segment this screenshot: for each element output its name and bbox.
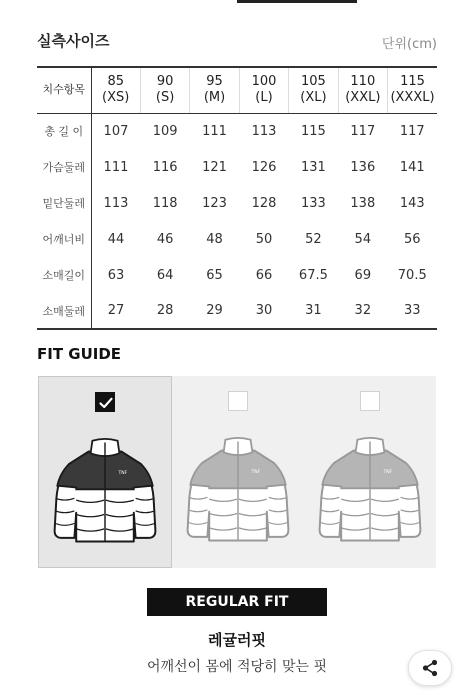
measurement-cell: 141 bbox=[399, 159, 425, 175]
row-label: 밑단둘레 bbox=[37, 185, 91, 221]
measurement-cell: 50 bbox=[255, 231, 273, 247]
size-chart-title: 실측사이즈 bbox=[37, 32, 110, 50]
brand-logo-text: TNF bbox=[383, 470, 393, 475]
measurement-cell: 118 bbox=[152, 195, 178, 211]
measurement-cell: 115 bbox=[300, 123, 326, 139]
measurement-cell: 109 bbox=[152, 123, 178, 139]
size-number: 110 bbox=[350, 74, 376, 90]
size-number: 95 bbox=[206, 74, 223, 90]
selected-fit-label: REGULAR FIT bbox=[147, 588, 327, 616]
fit-checkbox[interactable] bbox=[95, 392, 115, 412]
share-button[interactable] bbox=[408, 650, 452, 686]
selected-fit-description: 어깨선이 몸에 적당히 맞는 핏 bbox=[146, 659, 328, 675]
share-icon bbox=[421, 659, 439, 677]
size-header-cell bbox=[140, 67, 189, 113]
size-chart-header bbox=[37, 30, 437, 52]
measurement-cell: 30 bbox=[255, 303, 273, 318]
size-code: (S) bbox=[155, 90, 175, 106]
size-number: 90 bbox=[156, 74, 174, 90]
size-chart-unit: 단위(cm) bbox=[381, 37, 437, 52]
measurement-cell: 33 bbox=[403, 303, 421, 318]
measurement-cell: 66 bbox=[255, 267, 273, 283]
measurement-cell: 111 bbox=[202, 123, 227, 139]
size-header-cell bbox=[239, 67, 288, 113]
fit-checkbox[interactable] bbox=[360, 391, 380, 411]
size-code: (XS) bbox=[102, 90, 130, 106]
measurement-row-sleeve-length bbox=[37, 257, 437, 293]
measurement-cell: 123 bbox=[202, 195, 227, 211]
brand-logo-text: TNF bbox=[118, 471, 128, 476]
measurement-cell: 136 bbox=[350, 159, 376, 175]
fit-option-loose[interactable] bbox=[172, 376, 304, 568]
measurement-cell: 117 bbox=[350, 123, 376, 139]
row-label: 총 길 이 bbox=[37, 113, 91, 149]
row-label: 소매길이 bbox=[37, 257, 91, 293]
header-label-cell: 치수항목 bbox=[37, 67, 91, 113]
measurement-cell: 64 bbox=[156, 267, 174, 283]
measurement-cell: 29 bbox=[206, 303, 223, 318]
measurement-cell: 128 bbox=[251, 195, 277, 211]
measurement-cell: 126 bbox=[251, 159, 277, 175]
size-number: 85 bbox=[107, 74, 124, 90]
size-code: (XXXL) bbox=[390, 90, 435, 106]
measurement-cell: 44 bbox=[107, 231, 125, 247]
size-code: (XL) bbox=[300, 90, 327, 106]
measurement-cell: 65 bbox=[206, 267, 223, 283]
size-header-cell bbox=[338, 67, 387, 113]
size-code: (M) bbox=[203, 90, 226, 106]
row-label: 가슴둘레 bbox=[37, 149, 91, 185]
size-code: (XXL) bbox=[345, 90, 381, 106]
measurement-cell: 31 bbox=[305, 303, 322, 318]
brand-logo-text: TNF bbox=[251, 470, 261, 475]
fit-guide-panel bbox=[38, 376, 436, 568]
measurement-cell: 28 bbox=[156, 303, 174, 318]
size-number: 115 bbox=[400, 74, 425, 90]
measurement-row-hem bbox=[37, 185, 437, 221]
row-label: 소매둘레 bbox=[37, 293, 91, 329]
measurement-cell: 48 bbox=[206, 231, 223, 247]
measurement-cell: 27 bbox=[107, 303, 125, 318]
top-indicator-bar bbox=[237, 0, 357, 3]
jacket-illustration bbox=[184, 432, 292, 550]
size-number: 100 bbox=[251, 74, 277, 90]
measurement-row-total-length bbox=[37, 113, 437, 149]
measurement-cell: 117 bbox=[399, 123, 425, 139]
fit-guide-title: FIT GUIDE bbox=[37, 345, 122, 363]
size-chart-table bbox=[37, 66, 437, 330]
selected-fit-name: 레귤러핏 bbox=[208, 631, 266, 649]
measurement-cell: 63 bbox=[107, 267, 125, 283]
size-header-cell bbox=[289, 67, 338, 113]
measurement-cell: 111 bbox=[103, 159, 129, 175]
measurement-row-shoulder bbox=[37, 221, 437, 257]
size-header-row bbox=[37, 67, 437, 113]
measurement-cell: 143 bbox=[399, 195, 425, 211]
measurement-cell: 69 bbox=[354, 267, 372, 283]
measurement-cell: 54 bbox=[354, 231, 372, 247]
size-header-cell bbox=[190, 67, 239, 113]
jacket-illustration bbox=[316, 432, 424, 550]
fit-option-oversized[interactable] bbox=[304, 376, 436, 568]
size-header-cell bbox=[91, 67, 140, 113]
size-header-cell bbox=[388, 67, 437, 113]
measurement-cell: 107 bbox=[103, 123, 129, 139]
measurement-cell: 113 bbox=[251, 123, 277, 139]
measurement-cell: 67.5 bbox=[298, 267, 328, 283]
measurement-cell: 46 bbox=[156, 231, 174, 247]
size-number: 105 bbox=[300, 74, 326, 90]
measurement-cell: 32 bbox=[354, 303, 372, 318]
measurement-cell: 113 bbox=[103, 195, 129, 211]
measurement-cell: 56 bbox=[403, 231, 421, 247]
row-label: 어깨너비 bbox=[37, 221, 91, 257]
measurement-cell: 52 bbox=[305, 231, 322, 247]
measurement-cell: 133 bbox=[300, 195, 326, 211]
measurement-cell: 116 bbox=[152, 159, 178, 175]
jacket-illustration bbox=[51, 433, 159, 551]
fit-option-regular[interactable] bbox=[38, 376, 172, 568]
size-code: (L) bbox=[255, 90, 273, 106]
measurement-cell: 70.5 bbox=[397, 267, 427, 283]
measurement-cell: 131 bbox=[300, 159, 326, 175]
measurement-row-sleeve-width bbox=[37, 293, 437, 329]
fit-checkbox[interactable] bbox=[228, 391, 248, 411]
measurement-cell: 121 bbox=[202, 159, 227, 175]
checkmark-icon bbox=[98, 395, 114, 411]
measurement-cell: 138 bbox=[350, 195, 376, 211]
measurement-row-chest bbox=[37, 149, 437, 185]
